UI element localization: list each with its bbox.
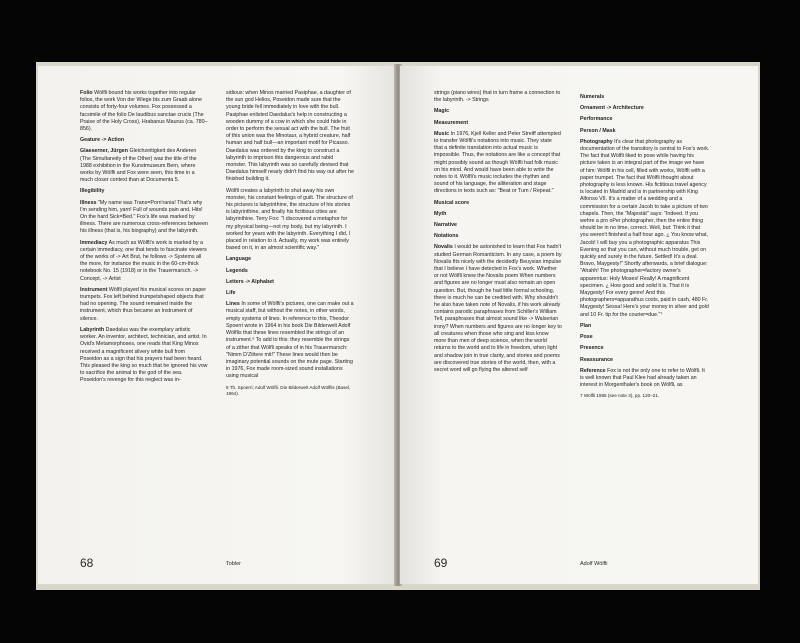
entry-term: Reference: [580, 367, 606, 374]
footnote: 6 Th. Spoerri; Adolf Wölfli. Die Bilderwelt Adolf Wölflis (Basel, 1964).: [226, 384, 351, 396]
entry-term: Lines: [226, 301, 240, 308]
right-column-2: [580, 90, 710, 403]
left-running-head: Tobler: [226, 561, 241, 567]
entry-heading: Notations: [434, 233, 459, 240]
entry-paragraph: Labyrinth Daedalus was the exemplary artistic worker. An inventor, architect, technician, and artist. In Ovid's Metamorphoses, one reads that King Minos received a magnificent silvery white bull from Poseidon as a sign that his prayers had been heard. This pleased the king so much that he ignored his vow to sacrifice the animal to the god of the sea. Poseidon's revenge for this neglect was in-: [80, 326, 208, 384]
entry-heading: Musical score: [434, 199, 470, 206]
entry-heading: Life: [226, 290, 236, 297]
entry-paragraph: sidious: when Minos married Pasiphae, a daughter of the sun god Helios, Poseidon made sure that the young bride fell immediately in love with the bull. Pasiphae enlisted Daedalus's help in constructing a wooden dummy of a cow in which she could hide in order to perform the sexual act with the bull. The fruit of this union was the Minotaur, a hybrid creature, half human and half bull—an important motif for Picasso. Daedalus was ordered by the king to construct a labyrinth to imprison this dangerous and rabid monster. This labyrinth was so carefully devised that Daedalus himself nearly didn't find his way out after he finished building it.: [226, 90, 354, 183]
entry-heading: Language: [226, 256, 252, 263]
entry-heading: Geature -> Action: [80, 137, 125, 144]
entry-heading: Measurement: [434, 119, 469, 126]
entry-term: Glaeserner, Jürgen: [80, 148, 128, 155]
entry-paragraph: Immediacy As much as Wölfli's work is marked by a certain immediacy, one that tends to fascinate viewers of the works of -> Art Brut, he follows -> Systems all the more, for instance the music in the 60-cm-thick notebook No. 15 (1918) or in the Trauermarsch. -> Concept, -> Artist: [80, 239, 207, 282]
right-column-1: [434, 90, 562, 378]
entry-term: Instrument: [80, 286, 108, 293]
entry-paragraph: Photography It's clear that photography as documentation of the transitory is central to Fox's work. The fact that Wölfli liked to pose while having his picture taken is an integral part of the image we have of him: Wölfli in his cell, filled with works, Wölfli with a paper trumpet. The fact that Wölfli thought about photography is less known. His fictitious travel agency is located in Madrid and is in partnership with King Alfonso VII. It's a matter of a wedding and a commission for a certain Jacob to take a picture of two chapels. Then, the "Majestät" says: "Indeed. If you wehre a pro oPer photographer, then the entire thing should be in no time, correct. Well, but: Think it that you weren't finished a half hour ago. ¿ You know what, Jacob! I will buy you a photographic apparatus This Evening so that you can, without much trouble, get on quickly and surely in the future. Settled! It's a deal. Bravo, Maygesty!" Shortly afterwards, a brief dialogue: "Ahahh! The photographer=factory owner's apparentus: Holy Moses! Really! A magnificent specimen. ¿ How good and solid it is. That it is Maygesty! For every genre! And this photographers=apparathus costs, paid in cash, 480 Fr. Maygesty! Sessa! Here's your money in silver and gold and 10 Fr. tip for the courier=due."⁷: [580, 138, 710, 318]
entry-term: Music: [434, 130, 450, 137]
right-page: [400, 66, 758, 584]
entry-heading: Letters -> Alphabet: [226, 278, 274, 285]
entry-term: Folio: [80, 90, 93, 96]
entry-paragraph: Reference Fox is not the only one to refer to Wölfli. It is well known that Paul Klee had already taken an interest in Morgenthaler's book on Wölfli, as: [580, 367, 705, 389]
entry-paragraph: Instrument Wölfli played his musical scores on paper trumpets. Fox left behind trumpetshaped objects that had no opening. The sound remained inside the instrument, which thus became an instrument of silence.: [80, 286, 206, 322]
entry-heading: Illegibility: [80, 188, 105, 195]
entry-term: Illness: [80, 199, 97, 206]
entry-heading: Person / Mask: [580, 127, 616, 134]
left-column-2: [226, 90, 354, 401]
left-page: [38, 66, 396, 584]
entry-paragraph: Folio Wölfli bound his works together into regular folios, the work Von der Wiege bis zum Graab alone consists of forty-four volumes. Fox possessed a facsimile of the folio De laudibus sanctae crucis (The Praise of the Holy Cross), Hrabanus Maurus (ca. 780–856).: [80, 90, 208, 133]
entry-heading: Presence: [580, 345, 604, 352]
right-running-head: Adolf Wölfli: [580, 561, 608, 567]
entry-paragraph: Lines In some of Wölfli's pictures, one can make out a musical staff, but without the notes, in other words, empty systems of lines. In reference to this, Theodor Spoerri wrote in 1964 in his book Die Bilderwelt Adolf Wölflis that these lines resembled the strings of an instrument.⁶ To add to this: they resemble the strings of a zither that Wölfli speaks of in his Trauermarsch: "Nimm D'Zittere mit!" These lines would then be imaginary potential sounds on the mute page. Starting in 1976, Fox made room-sized sound installations using musical: [226, 301, 354, 380]
right-page-number: 69: [434, 556, 448, 570]
left-page-number: 68: [80, 556, 94, 570]
entry-heading: Numerals: [580, 94, 605, 100]
entry-heading: Myth: [434, 210, 447, 217]
entry-heading: Ornament -> Architecture: [580, 105, 644, 112]
entry-heading: Narrative: [434, 222, 457, 229]
entry-heading: Pose: [580, 334, 593, 341]
entry-paragraph: Glaeserner, Jürgen Gleichzeitigkeit des Anderen (The Simultaneity of the Other) was the title of the 1988 exhibition in the Kunstmuseum Bern, where works by Wölfli and Fox were seen, this time in a much closer context than at Documenta 5.: [80, 148, 197, 184]
left-column-1: [80, 90, 208, 389]
entry-paragraph: strings (piano wires) that in turn frame a connection to the labyrinth. -> Strings: [434, 90, 561, 104]
entry-heading: Reassurance: [580, 356, 613, 363]
entry-term: Labyrinth: [80, 326, 105, 333]
entry-paragraph: Wölfli creates a labyrinth to shut away his own monster, his constant feelings of guilt. The structure of his pictures is labyrinthine, the structure of his stories is labyrinthine, and finally his fictitious cities are labyrinthine. Terry Fox: "I discovered a metaphor for my physical being—not my body, but my labyrinth. I worked for years with the labyrinth. Everything I did, I placed in relation to it. Actually, my work was entirely based on it, in an almost scientific way.": [226, 187, 353, 252]
entry-heading: Plan: [580, 322, 592, 329]
entry-term: Photography: [580, 138, 613, 145]
entry-term: Novalis: [434, 244, 453, 251]
entry-heading: Legends: [226, 267, 248, 274]
footnote: 7 Wölfli 1985 (see note 3), pp. 120–21.: [580, 393, 660, 399]
entry-paragraph: Illness "My name was Trans=Porn'rania! That's why I'm sending him, yarn! Full of wounds pain and, Hits! On the hard Sick=Bed." Fox's life was marked by illness. There are numerous cross-references between his illness (that is, his biography) and the labyrinth.: [80, 199, 208, 235]
entry-paragraph: Novalis I would be astonished to learn that Fox hadn't studied German Romanticism. In any case, a poem by Novalis fits nicely with the decidedly Beuysian impulse that I believe I have detected in Fox's work. Whether or not Wölfli knew the Novalis poem When numbers and figures are no longer must also remain an open question. But, though he had little formal schooling, there is much he can be credited with. Why shouldn't he also have taken note of Novalis, if his work already contains parodic paraphrases from Schiller's William Tell, paraphrases that almost sound like -> Walserian irony? When numbers and figures are no longer key to all creatures when those who sing and kiss know more than men of deep science, when the world returns to the world and to life in freedom, when light and shadow join in true clarity, and stories and poems are discovered true stories of the world, then, with a secret word will go flying the altered self: [434, 244, 562, 373]
entry-term: Immediacy: [80, 239, 108, 246]
entry-paragraph: Music In 1976, Kjell Keller and Peter Streiff attempted to transfer Wölfli's notations into music. They state that a definite translation into actual music is impossible. Thus, the notations are like a concept that might possibly sound as though Wölfli had folk music on his mind. And would have been able to write the notes to it. Wölfli's music includes the rhythm and sound of his language, the alliteration and stage directions in texts such as: "Beat or Turn / Repeat.": [434, 130, 561, 195]
entry-heading: Magic: [434, 108, 450, 115]
entry-heading: Performance: [580, 116, 613, 123]
